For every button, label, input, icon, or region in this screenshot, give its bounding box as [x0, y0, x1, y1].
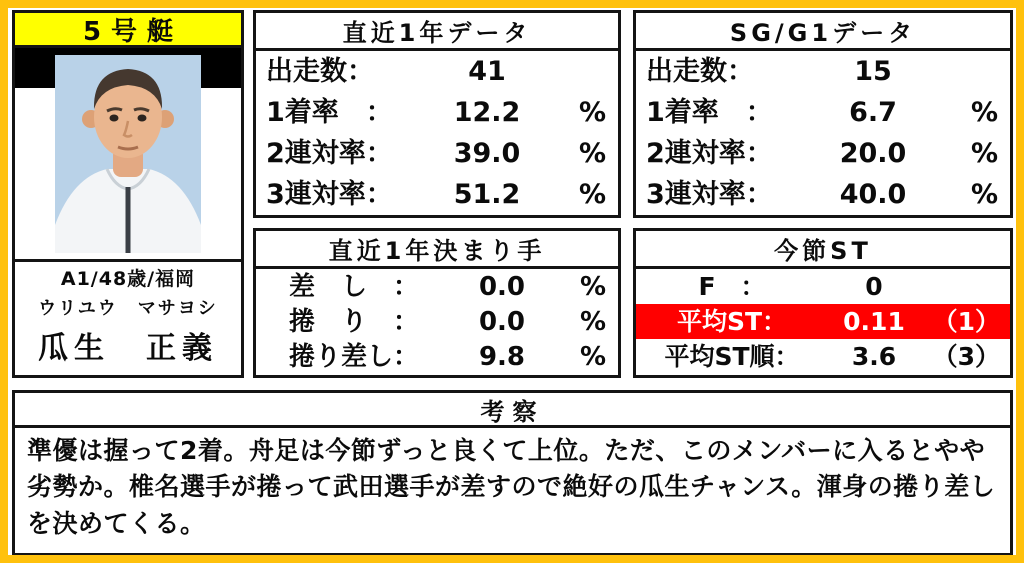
racer-photo — [55, 55, 201, 253]
stat-unit: % — [578, 138, 606, 169]
stat-unit: % — [579, 306, 606, 337]
st-row-average-st-order — [636, 339, 1010, 374]
stat-unit: % — [970, 97, 998, 128]
boat-number-header — [15, 13, 241, 48]
st-row-flying — [636, 269, 1010, 304]
stat-label: 平均ST順： — [664, 342, 800, 371]
stat-value: 9.8 — [478, 341, 526, 372]
boat-number-label: 5号艇 — [82, 16, 184, 47]
stat-value: 39.0 — [453, 138, 521, 169]
kimarite-row-makuri — [256, 304, 618, 339]
stat-row-starts — [636, 51, 1010, 92]
stat-label: 捲 り ： — [288, 306, 419, 337]
st-rows — [636, 269, 1010, 374]
stat-value: 6.7 — [849, 97, 897, 128]
stat-label: F ： — [698, 272, 766, 301]
analysis-body: 準優は握って2着。舟足は今節ずっと良くて上位。ただ、このメンバーに入るとやや劣勢か。椎名選手が捲って武田選手が差すので絶好の瓜生チャンス。渾身の捲り差しを決めてくる。 — [27, 436, 996, 538]
stat-label: 出走数： — [646, 56, 754, 87]
racer-info — [15, 259, 241, 369]
stat-value: 0.0 — [478, 306, 526, 337]
kimarite-box — [253, 228, 621, 378]
sg-g1-rows — [636, 51, 1010, 215]
kimarite-rows — [256, 269, 618, 374]
stat-rank: （3） — [932, 342, 1000, 371]
sg-g1-title: SG/G1データ — [636, 13, 1010, 51]
stat-value: 0 — [865, 272, 883, 301]
stat-label: 2連対率： — [266, 138, 393, 169]
analysis-title: 考察 — [15, 393, 1010, 428]
stat-unit: % — [970, 138, 998, 169]
kimarite-row-makurizashi — [256, 339, 618, 374]
stat-value: 12.2 — [453, 97, 521, 128]
stat-value: 20.0 — [839, 138, 907, 169]
stat-row-top2-rate — [636, 133, 1010, 174]
kimarite-row-sashi — [256, 269, 618, 304]
stat-value: 41 — [468, 56, 506, 87]
kimarite-title: 直近1年決まり手 — [256, 231, 618, 269]
stat-value: 0.11 — [843, 307, 905, 336]
recent-year-rows — [256, 51, 618, 215]
stat-value: 15 — [854, 56, 892, 87]
stat-rank: （1） — [932, 307, 1000, 336]
racer-class-age-branch: A1/48歳/福岡 — [60, 268, 196, 290]
stat-value: 0.0 — [478, 271, 526, 302]
stat-unit: % — [970, 179, 998, 210]
racer-column — [12, 10, 244, 378]
stat-row-top3-rate — [256, 174, 618, 215]
recent-year-box — [253, 10, 621, 218]
stat-value: 3.6 — [851, 342, 897, 371]
racer-name: 瓜生 正義 — [38, 331, 218, 366]
stat-row-starts — [256, 51, 618, 92]
st-row-average-st — [636, 304, 1010, 339]
stat-label: 1着率 ： — [266, 97, 393, 128]
stat-unit: % — [579, 341, 606, 372]
st-title: 今節ST — [636, 231, 1010, 269]
racer-name-kana: ウリユウ マサヨシ — [38, 298, 218, 319]
stat-value: 51.2 — [453, 179, 521, 210]
photo-area — [15, 48, 241, 259]
stat-unit: % — [578, 179, 606, 210]
stat-label: 出走数： — [266, 56, 374, 87]
stat-value: 40.0 — [839, 179, 907, 210]
stat-label: 1着率 ： — [646, 97, 773, 128]
stat-label: 3連対率： — [646, 179, 773, 210]
stat-label: 2連対率： — [646, 138, 773, 169]
stat-label: 捲り差し： — [288, 341, 419, 372]
stat-unit: % — [578, 97, 606, 128]
analysis-box — [12, 390, 1013, 556]
stat-row-top3-rate — [636, 174, 1010, 215]
sg-g1-box — [633, 10, 1013, 218]
stat-unit: % — [579, 271, 606, 302]
stat-row-win-rate — [636, 92, 1010, 133]
stat-label: 3連対率： — [266, 179, 393, 210]
recent-year-title: 直近1年データ — [256, 13, 618, 51]
stat-label: 平均ST： — [676, 307, 788, 336]
stat-row-top2-rate — [256, 133, 618, 174]
st-box — [633, 228, 1013, 378]
stat-row-win-rate — [256, 92, 618, 133]
stat-label: 差 し ： — [288, 271, 419, 302]
